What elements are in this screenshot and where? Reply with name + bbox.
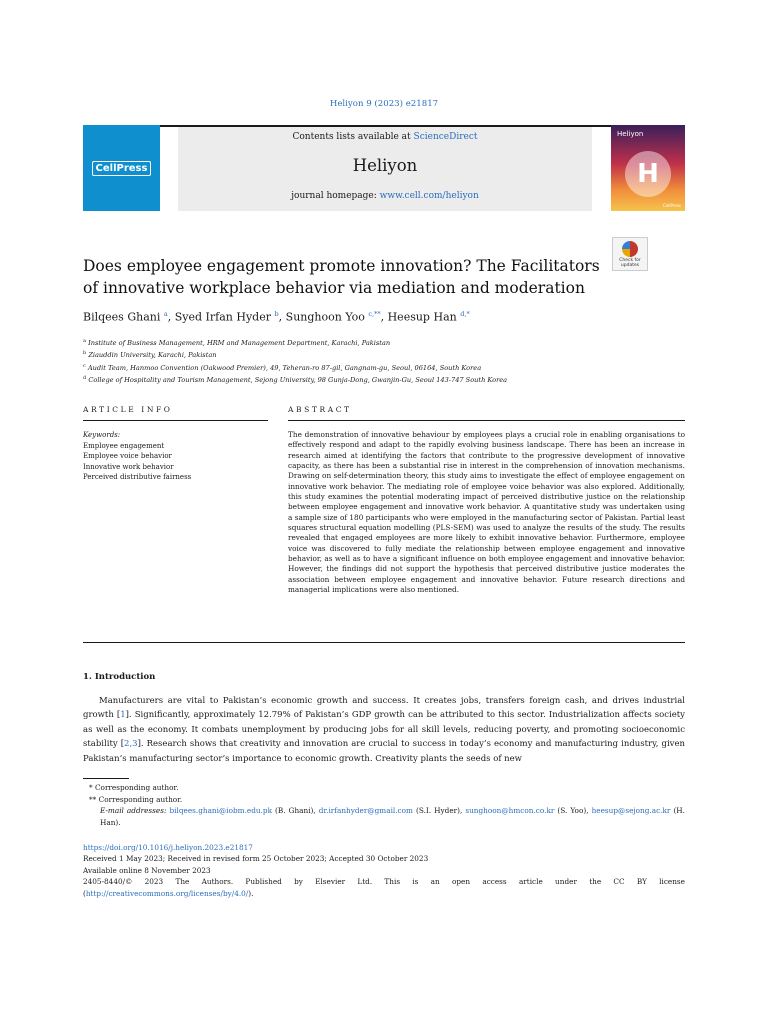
affil-mark: d [83,375,87,382]
running-head[interactable]: Heliyon 9 (2023) e21817 [329,99,439,109]
contents-line [178,132,592,142]
email-owner: (B. Ghani), [272,806,319,816]
email-label: E-mail addresses: [100,806,170,816]
email-owner: (H. Han). [100,806,685,827]
title-line: of innovative workplace behavior via mediation and moderation [83,279,585,297]
license-paren-close: ). [248,888,254,898]
author-name: Syed Irfan Hyder [174,310,271,324]
footnote: * Corresponding author. [89,783,179,792]
journal-name: Heliyon [352,156,418,175]
abstract-bottom-rule [83,642,685,643]
abstract-text: The demonstration of innovative behaviour by employees plays a crucial role in enabling organisations to effectively respond and adapt to the rapidly evolving business landscape. There has been an increase in research aimed at identifying the factors that contribute to the progressive development of innovative capacity, as there has been a substantial rise in interest in the comprehension of innovation mechanisms. Drawing on self-determination theory, this study aims to investigate the effect of employee engagement on innovative work behavior. The mediating role of employee voice behavior was also explored. Additionally, this study examines the potential moderating impact of perceived distributive justice on the relationship between employee engagement and innovative work behavior. A quantitative study was undertaken using a sample size of 180 participants who were employed in the manufacturing sector of Pakistan. Partial least squares structural equation modelling (PLS-SEM) was used to analyze the results of the study. The results revealed that engaged employees are more likely to exhibit innovative behavior. Furthermore, employee voice was discovered to fully mediate the relationship between employee engagement and innovative behavior, as well as to have a significant influence on both employee engagement and innovative behavior. However, the findings did not support the hypothesis that perceived distributive justice moderates the association between employee engagement and innovative behavior. Future research directions and managerial implications were also mentioned. [288,430,685,595]
homepage-line [178,191,592,201]
check-updates-icon [622,241,638,257]
article-title [83,255,603,299]
cellpress-logo-text: CellPress [92,161,152,176]
abstract-heading: ABSTRACT [288,405,352,414]
affiliation [83,348,683,360]
footnotes [83,782,685,828]
citation-link[interactable]: 2,3 [124,739,138,750]
license-url-line [83,888,685,899]
affil-mark: a [83,338,86,344]
contents-prefix: Contents lists available at [292,132,414,142]
footnote: ** Corresponding author. [89,794,183,804]
author-name: Heesup Han [387,310,457,324]
author-list: Bilqees Ghani $^a$, Syed Irfan Hyder $^b$, Sunghoon Yoo $^{c,**}$, Heesup Han $^{d,*}$ [83,310,470,324]
online-date: Available online 8 November 2023 [83,865,211,875]
affil-text: Audit Team, Hanmoo Convention (Oakwood Premier), 49, Teheran-ro 87-gil, Gangnam-gu, Seoul, 06164, South Korea [87,364,482,373]
check-for-updates-button[interactable] [612,237,648,271]
keyword: Perceived distributive fairness [83,473,192,481]
affil-text: College of Hospitality and Tourism Management, Sejong University, 98 Gunja-Dong, Gwanjin-Gu, Seoul 143-747 South Korea [88,376,508,385]
author-name: Sunghoon Yoo [285,310,365,324]
email-link[interactable]: bilqees.ghani@iobm.edu.pk [169,806,272,816]
cellpress-logo[interactable] [83,125,160,211]
intro-text: Manufacturers are vital to Pakistan’s economic growth and success. It creates jobs, transfers foreign cash, and drives industrial growth [ [83,696,685,721]
license-text: 2405-8440/© 2023 The Authors. Published by Elsevier Ltd. This is an open access article under the CC BY license [83,877,685,887]
journal-header-box [178,127,592,211]
footnote-rule [83,778,129,779]
cover-title: Heliyon [617,130,644,138]
author-affil-mark[interactable]: c,** [368,310,381,318]
keywords-block [83,430,268,483]
author-affil-mark[interactable]: a [163,310,168,318]
keyword: Employee engagement [83,441,165,450]
abstract-rule [288,420,685,421]
author-name: Bilqees Ghani [83,310,161,324]
cover-emblem: H [625,151,671,197]
email-link[interactable]: sunghoon@hmcon.co.kr [465,806,555,816]
author-affil-mark[interactable]: b [274,310,279,318]
email-link[interactable]: dr.irfanhyder@gmail.com [318,806,413,816]
keyword: Innovative work behavior [83,462,174,471]
affiliations [83,336,683,386]
article-info-rule [83,420,268,421]
journal-cover-image[interactable] [611,125,685,211]
publication-info [83,842,685,899]
citation-link[interactable]: 1 [120,710,126,721]
sciencedirect-link[interactable]: ScienceDirect [413,132,478,142]
intro-text: ]. Research shows that creativity and innovation are crucial to success in today’s economy and manufacturing industry, given Pakistan’s manufacturing sector’s importance to economic growth. Creativity plants the seeds of new [83,739,685,764]
affiliation [83,336,683,348]
affiliation [83,361,683,373]
title-line: Does employee engagement promote innovation? The Facilitators [83,257,600,275]
article-info-heading: ARTICLE INFO [83,405,173,414]
doi-link[interactable]: https://doi.org/10.1016/j.heliyon.2023.e21817 [83,843,253,852]
intro-text: ]. Significantly, approximately 12.79% of Pakistan’s GDP growth can be attributed to this sector. Industrialization affects society as well as the economy. It combats unemployment by producing jobs for all skill levels, reducing poverty, and promoting socioeconomic stability [ [83,710,685,750]
affiliation [83,373,683,385]
license-link[interactable]: http://creativecommons.org/licenses/by/4.0/ [85,888,249,898]
keyword: Employee voice behavior [83,452,172,460]
email-owner: (S.I. Hyder), [412,806,466,816]
keywords-label: Keywords: [83,431,121,439]
affil-text: Ziauddin University, Karachi, Pakistan [88,351,217,360]
email-addresses [83,805,685,828]
section-heading-introduction: 1. Introduction [83,672,156,682]
check-updates-label: Check for updates [619,258,641,268]
affil-mark: c [83,362,86,369]
license-paren-open: ( [83,888,86,898]
journal-homepage-link[interactable]: www.cell.com/heliyon [379,191,479,201]
received-dates: Received 1 May 2023; Received in revised form 25 October 2023; Accepted 30 October 2023 [83,854,429,864]
cover-footer: CellPress [662,203,681,208]
affil-text: Institute of Business Management, HRM and Management Department, Karachi, Pakistan [88,339,391,348]
author-affil-mark[interactable]: d,* [460,310,470,318]
introduction-paragraph [83,694,685,766]
homepage-prefix: journal homepage: [291,191,380,201]
affil-mark: b [83,350,87,357]
email-owner: (S. Yoo), [554,806,592,816]
email-link[interactable]: heesup@sejong.ac.kr [591,806,671,816]
